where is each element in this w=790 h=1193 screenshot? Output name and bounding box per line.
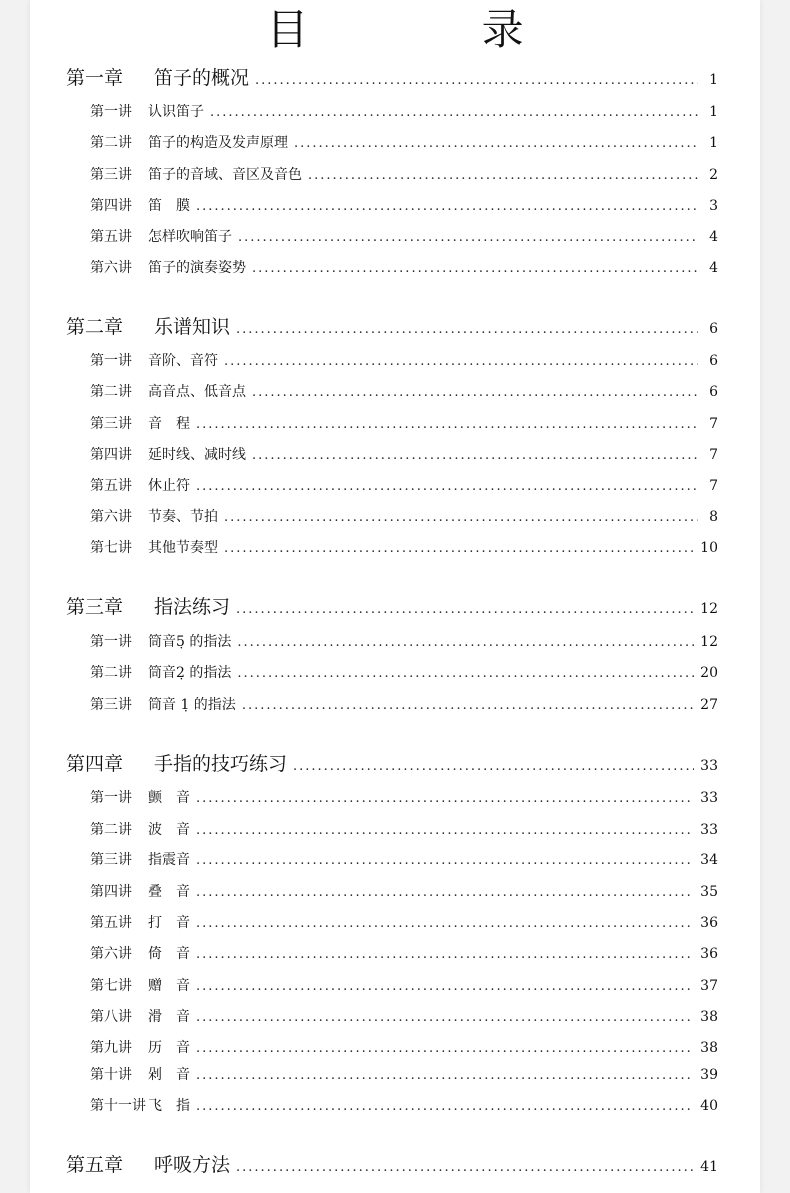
toc-lecture-page-number: 33 [700,822,718,838]
toc-lecture-page-number: 35 [700,884,718,900]
toc-lecture[interactable] [90,1006,718,1026]
toc-chapter-number: 第五章 [66,1154,124,1176]
toc-lecture-title: 高音点、低音点 [148,384,246,400]
toc-chapter[interactable] [66,63,718,89]
toc-lecture-title: 笛子的音域、音区及音色 [148,167,302,183]
toc-lecture-number: 第二讲 [90,384,132,400]
toc-lecture-label [90,1095,190,1115]
toc-lecture-page-number: 4 [709,260,718,276]
toc-lecture-number: 第二讲 [90,665,132,681]
dot-leader [238,230,698,245]
dot-leader [255,73,698,88]
toc-lecture[interactable] [90,537,718,557]
toc-chapter-title: 手指的技巧练习 [154,753,288,775]
toc-lecture-page-number: 37 [700,978,718,994]
toc-lecture-title: 筒音5̣ 的指法 [148,634,232,650]
dot-leader [224,541,694,556]
toc-chapter-label [66,63,249,90]
toc-lecture-label [90,662,231,682]
toc-lecture[interactable] [90,350,718,370]
toc-lecture-label [90,164,302,184]
dot-leader [237,666,694,681]
toc-lecture-page-number: 20 [700,665,718,681]
dot-leader [224,510,698,525]
dot-leader [252,448,698,463]
dot-leader [294,136,698,151]
toc-lecture-label [90,912,190,932]
toc-lecture-label [90,1064,190,1084]
toc-lecture[interactable] [90,1037,718,1057]
toc-lecture[interactable] [90,506,718,526]
dot-leader [196,947,694,962]
toc-lecture-number: 第九讲 [90,1040,132,1056]
dot-leader [236,602,694,617]
toc-lecture-label [90,132,288,152]
toc-lecture-label [90,694,236,714]
toc-lecture-number: 第六讲 [90,946,132,962]
toc-chapter-page-number: 1 [709,72,718,88]
toc-lecture-label [90,787,190,807]
toc-chapter-title: 乐谱知识 [154,316,231,338]
dot-leader [196,916,694,931]
toc-lecture[interactable] [90,444,718,464]
dot-leader [252,385,698,400]
toc-lecture-label [90,444,246,464]
toc-lecture-label [90,350,218,370]
toc-lecture-label [90,537,218,557]
toc-lecture[interactable] [90,881,718,901]
dot-leader [196,479,698,494]
toc-lecture-page-number: 1 [709,104,718,120]
toc-lecture-title: 休止符 [148,478,190,494]
toc-lecture-page-number: 39 [700,1067,718,1083]
toc-lecture-number: 第八讲 [90,1009,132,1025]
toc-lecture-title: 笛 膜 [148,198,190,214]
toc-lecture-title: 滑 音 [148,1009,190,1025]
toc-lecture-title: 其他节奏型 [148,540,218,556]
toc-chapter-title: 指法练习 [154,596,231,618]
toc-lecture-title: 指震音 [148,852,190,868]
toc-lecture-title: 飞 指 [148,1098,190,1114]
toc-lecture-title: 认识笛子 [148,104,204,120]
toc-chapter[interactable] [66,312,718,338]
dot-leader [237,635,694,650]
dot-leader [196,417,698,432]
toc-chapter-label [66,1150,230,1177]
toc-lecture-page-number: 38 [700,1040,718,1056]
toc-lecture[interactable] [90,475,718,495]
toc-lecture-title: 笛子的演奏姿势 [148,260,246,276]
toc-lecture-page-number: 7 [709,447,718,463]
dot-leader [252,261,698,276]
toc-lecture-label [90,413,190,433]
toc-lecture[interactable] [90,1095,718,1115]
toc-lecture-page-number: 8 [709,509,718,525]
toc-chapter-number: 第一章 [66,67,124,89]
toc-lecture-number: 第五讲 [90,229,132,245]
toc-chapter-page-number: 6 [709,321,718,337]
toc-lecture-title: 打 音 [148,915,190,931]
dot-leader [210,105,698,120]
toc-lecture-label [90,819,190,839]
toc-chapter-title: 呼吸方法 [154,1154,231,1176]
toc-chapter-page-number: 33 [700,758,718,774]
toc-lecture-title: 筒音 1̣ 的指法 [148,697,236,713]
toc-lecture-label [90,506,218,526]
toc-page [30,0,760,1193]
toc-lecture-number: 第一讲 [90,634,132,650]
toc-lecture-title: 延时线、减时线 [148,447,246,463]
toc-chapter-page-number: 12 [700,601,718,617]
toc-lecture-title: 筒音2̣ 的指法 [148,665,232,681]
dot-leader [293,759,694,774]
dot-leader [196,853,694,868]
toc-lecture-number: 第五讲 [90,478,132,494]
toc-lecture-label [90,631,231,651]
toc-lecture-number: 第七讲 [90,540,132,556]
dot-leader [196,791,694,806]
toc-chapter-title: 笛子的概况 [154,67,250,89]
dot-leader [236,322,698,337]
toc-lecture-page-number: 1 [709,135,718,151]
toc-lecture-title: 音 程 [148,416,190,432]
toc-lecture-page-number: 36 [700,946,718,962]
toc-lecture-label [90,257,246,277]
toc-chapter[interactable] [66,1150,718,1176]
dot-leader [308,168,698,183]
toc-lecture-page-number: 10 [700,540,718,556]
toc-lecture[interactable] [90,226,718,246]
page-title: 目 录 [266,5,604,54]
toc-lecture-number: 第二讲 [90,822,132,838]
toc-lecture-number: 第二讲 [90,135,132,151]
toc-lecture[interactable] [90,164,718,184]
toc-lecture[interactable] [90,787,718,807]
toc-lecture-label [90,975,190,995]
toc-chapter-label [66,749,287,776]
toc-lecture-label [90,849,190,869]
toc-lecture-number: 第四讲 [90,884,132,900]
toc-lecture-page-number: 36 [700,915,718,931]
toc-lecture-number: 第四讲 [90,447,132,463]
toc-chapter-number: 第三章 [66,596,124,618]
toc-lecture[interactable] [90,694,718,714]
toc-lecture-page-number: 12 [700,634,718,650]
toc-lecture-page-number: 34 [700,852,718,868]
toc-lecture-title: 赠 音 [148,978,190,994]
dot-leader [196,199,698,214]
toc-lecture-page-number: 40 [700,1098,718,1114]
toc-lecture[interactable] [90,413,718,433]
toc-lecture-title: 节奏、节拍 [148,509,218,525]
toc-lecture-number: 第一讲 [90,353,132,369]
dot-leader [196,823,694,838]
toc-lecture-number: 第三讲 [90,416,132,432]
toc-lecture-number: 第一讲 [90,104,132,120]
toc-lecture[interactable] [90,849,718,869]
toc-lecture-label [90,475,190,495]
toc-lecture-title: 倚 音 [148,946,190,962]
toc-chapter[interactable] [66,749,718,775]
toc-lecture-title: 剁 音 [148,1067,190,1083]
dot-leader [242,698,694,713]
toc-lecture[interactable] [90,819,718,839]
toc-lecture-label [90,1006,190,1026]
toc-lecture-title: 笛子的构造及发声原理 [148,135,288,151]
toc-lecture-label [90,381,246,401]
toc-lecture-label [90,226,232,246]
toc-lecture-page-number: 6 [709,384,718,400]
toc-lecture[interactable] [90,975,718,995]
toc-chapter-label [66,592,230,619]
toc-lecture-page-number: 6 [709,353,718,369]
toc-lecture[interactable] [90,132,718,152]
toc-lecture-title: 叠 音 [148,884,190,900]
toc-lecture-page-number: 3 [709,198,718,214]
toc-lecture-label [90,943,190,963]
toc-lecture[interactable] [90,257,718,277]
toc-lecture-page-number: 7 [709,416,718,432]
toc-lecture-title: 颤 音 [148,790,190,806]
toc-lecture-number: 第五讲 [90,915,132,931]
toc-chapter-label [66,312,230,339]
dot-leader [236,1160,694,1175]
dot-leader [196,1099,694,1114]
toc-lecture-number: 第三讲 [90,167,132,183]
toc-lecture-title: 波 音 [148,822,190,838]
toc-lecture-title: 音阶、音符 [148,353,218,369]
toc-chapter-page-number: 41 [700,1159,718,1175]
toc-lecture[interactable] [90,943,718,963]
toc-lecture-number: 第六讲 [90,260,132,276]
dot-leader [196,885,694,900]
toc-lecture-page-number: 27 [700,697,718,713]
toc-lecture[interactable] [90,912,718,932]
toc-chapter[interactable] [66,592,718,618]
dot-leader [196,1041,694,1056]
toc-lecture-page-number: 33 [700,790,718,806]
dot-leader [224,354,698,369]
toc-lecture-page-number: 4 [709,229,718,245]
dot-leader [196,1010,694,1025]
dot-leader [196,1068,694,1083]
toc-chapter-number: 第四章 [66,753,124,775]
toc-lecture-label [90,1037,190,1057]
dot-leader [196,979,694,994]
toc-lecture[interactable] [90,195,718,215]
toc-lecture[interactable] [90,101,718,121]
toc-lecture-label [90,101,204,121]
toc-lecture-number: 第十讲 [90,1067,132,1083]
toc-lecture[interactable] [90,1064,718,1084]
toc-lecture-page-number: 7 [709,478,718,494]
toc-lecture-number: 第一讲 [90,790,132,806]
toc-lecture-page-number: 2 [709,167,718,183]
toc-lecture[interactable] [90,381,718,401]
toc-lecture-number: 第六讲 [90,509,132,525]
toc-lecture-number: 第三讲 [90,697,132,713]
toc-lecture-number: 第七讲 [90,978,132,994]
toc-lecture-number: 第十一讲 [90,1098,146,1114]
toc-lecture[interactable] [90,662,718,682]
toc-lecture-title: 怎样吹响笛子 [148,229,232,245]
toc-lecture-number: 第四讲 [90,198,132,214]
toc-lecture-title: 历 音 [148,1040,190,1056]
toc-lecture-page-number: 38 [700,1009,718,1025]
toc-lecture-label [90,195,190,215]
toc-lecture[interactable] [90,631,718,651]
toc-chapter-number: 第二章 [66,316,124,338]
toc-lecture-label [90,881,190,901]
toc-lecture-number: 第三讲 [90,852,132,868]
